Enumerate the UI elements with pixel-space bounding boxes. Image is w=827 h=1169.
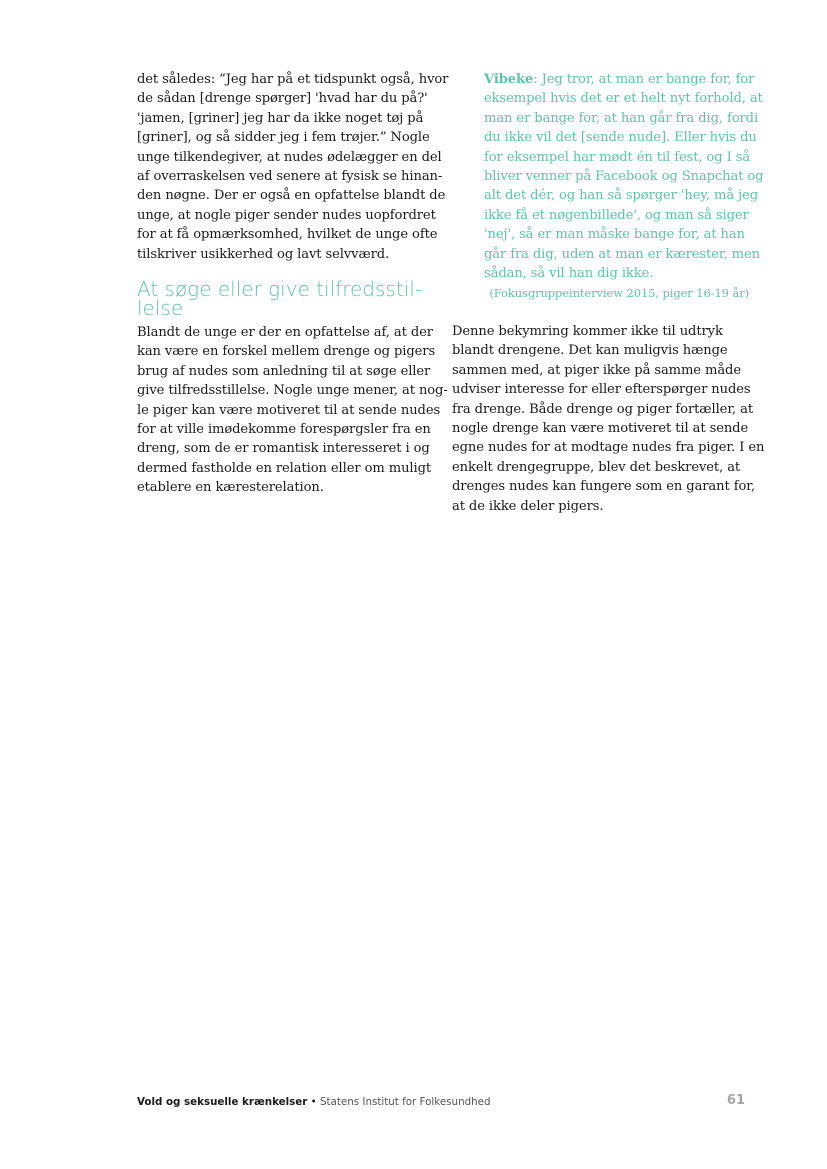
- quote-speaker: Vibeke: [484, 72, 534, 87]
- quote-line: eksempel hvis det er et helt nyt forhold, at: [484, 91, 763, 107]
- text-line: [griner], og så sidder jeg i fem trøjer.” Nogle: [137, 130, 430, 146]
- footer-publication-title: Vold og seksuelle krænkelser: [137, 1096, 308, 1108]
- text-line: unge, at nogle piger sender nudes uopfordret: [137, 207, 436, 223]
- text-line: egne nudes for at modtage nudes fra piger. I en: [452, 440, 765, 456]
- page-number: 61: [726, 1093, 745, 1108]
- text-line: kan være en forskel mellem drenge og pigers: [137, 344, 436, 360]
- heading-line: At søge eller give tilfredsstil-: [137, 277, 422, 301]
- text-line: blandt drengene. Det kan muligvis hænge: [452, 343, 728, 359]
- body-paragraph-3: [452, 322, 765, 516]
- body-paragraph-1: [137, 70, 449, 264]
- text-line: Denne bekymring kommer ikke til udtryk: [452, 324, 723, 339]
- text-line: dermed fastholde en relation eller om muligt: [137, 460, 432, 476]
- quote-line: bliver venner på Facebook og Snapchat og: [484, 169, 764, 185]
- quote-text: : Jeg tror, at man er bange for, for: [533, 72, 755, 87]
- text-line: for at ville imødekomme forespørgsler fra en: [137, 422, 431, 438]
- text-line: Blandt de unge er der en opfattelse af, at der: [137, 325, 433, 340]
- text-line: dreng, som de er romantisk interesseret i og: [137, 441, 430, 457]
- text-line: udviser interesse for eller efterspørger nudes: [452, 382, 751, 398]
- text-line: sammen med, at piger ikke på samme måde: [452, 362, 741, 378]
- text-line: unge tilkendegiver, at nudes ødelægger en del: [137, 149, 442, 165]
- text-line: tilskriver usikkerhed og lavt selvværd.: [137, 246, 390, 262]
- footer-separator: •: [307, 1096, 320, 1108]
- text-line: brug af nudes som anledning til at søge eller: [137, 363, 431, 379]
- quote-line: ikke få et nøgenbillede', og man så siger: [484, 207, 749, 223]
- quote-line: for eksempel har mødt én til fest, og I så: [484, 149, 751, 165]
- quote-line: 'nej', så er man måske bange for, at han: [484, 227, 745, 243]
- right-column: [452, 322, 765, 516]
- text-line: at de ikke deler pigers.: [452, 498, 604, 514]
- text-line: 'jamen, [griner] jeg har da ikke noget tøj på: [137, 110, 424, 126]
- text-line: etablere en kæresterelation.: [137, 480, 324, 496]
- quote-first-line: [484, 70, 755, 89]
- page-footer: [137, 1094, 747, 1110]
- text-line: le piger kan være motiveret til at sende nudes: [137, 402, 441, 418]
- text-line: af overraskelsen ved senere at fysisk se hinan-: [137, 169, 443, 185]
- section-heading: [137, 277, 437, 320]
- text-line: drenges nudes kan fungere som en garant for,: [452, 479, 756, 495]
- quote-line: du ikke vil det [sende nude]. Eller hvis du: [484, 130, 757, 146]
- footer-institute: Statens Institut for Folkesundhed: [319, 1096, 491, 1108]
- quote-source: (Fokusgruppeinterview 2015, piger 16-19 år): [489, 286, 749, 301]
- text-line: det således: ”Jeg har på et tidspunkt også, hvor: [137, 72, 449, 87]
- heading-line: lelse: [137, 295, 184, 320]
- text-line: give tilfredsstillelse. Nogle unge mener, at nog-: [137, 383, 448, 399]
- text-line: de sådan [drenge spørger] 'hvad har du på?': [137, 91, 428, 107]
- text-line: nogle drenge kan være motiveret til at sende: [452, 421, 749, 437]
- text-line: for at få opmærksomhed, hvilket de unge ofte: [137, 227, 438, 243]
- quote-line: sådan, så vil han dig ikke.: [484, 266, 654, 282]
- body-paragraph-2: [137, 323, 448, 498]
- quote-line: man er bange for, at han går fra dig, fordi: [484, 110, 759, 126]
- quote-line: alt det dér, og han så spørger 'hey, må jeg: [484, 188, 759, 204]
- text-line: fra drenge. Både drenge og piger fortæller, at: [452, 401, 754, 417]
- interview-quote: [484, 70, 764, 302]
- left-column: [137, 70, 449, 264]
- quote-line: går fra dig, uden at man er kærester, men: [484, 246, 760, 262]
- text-line: enkelt drengegruppe, blev det beskrevet, at: [452, 459, 741, 475]
- text-line: den nøgne. Der er også en opfattelse blandt de: [137, 188, 446, 204]
- left-column-lower: [137, 323, 448, 498]
